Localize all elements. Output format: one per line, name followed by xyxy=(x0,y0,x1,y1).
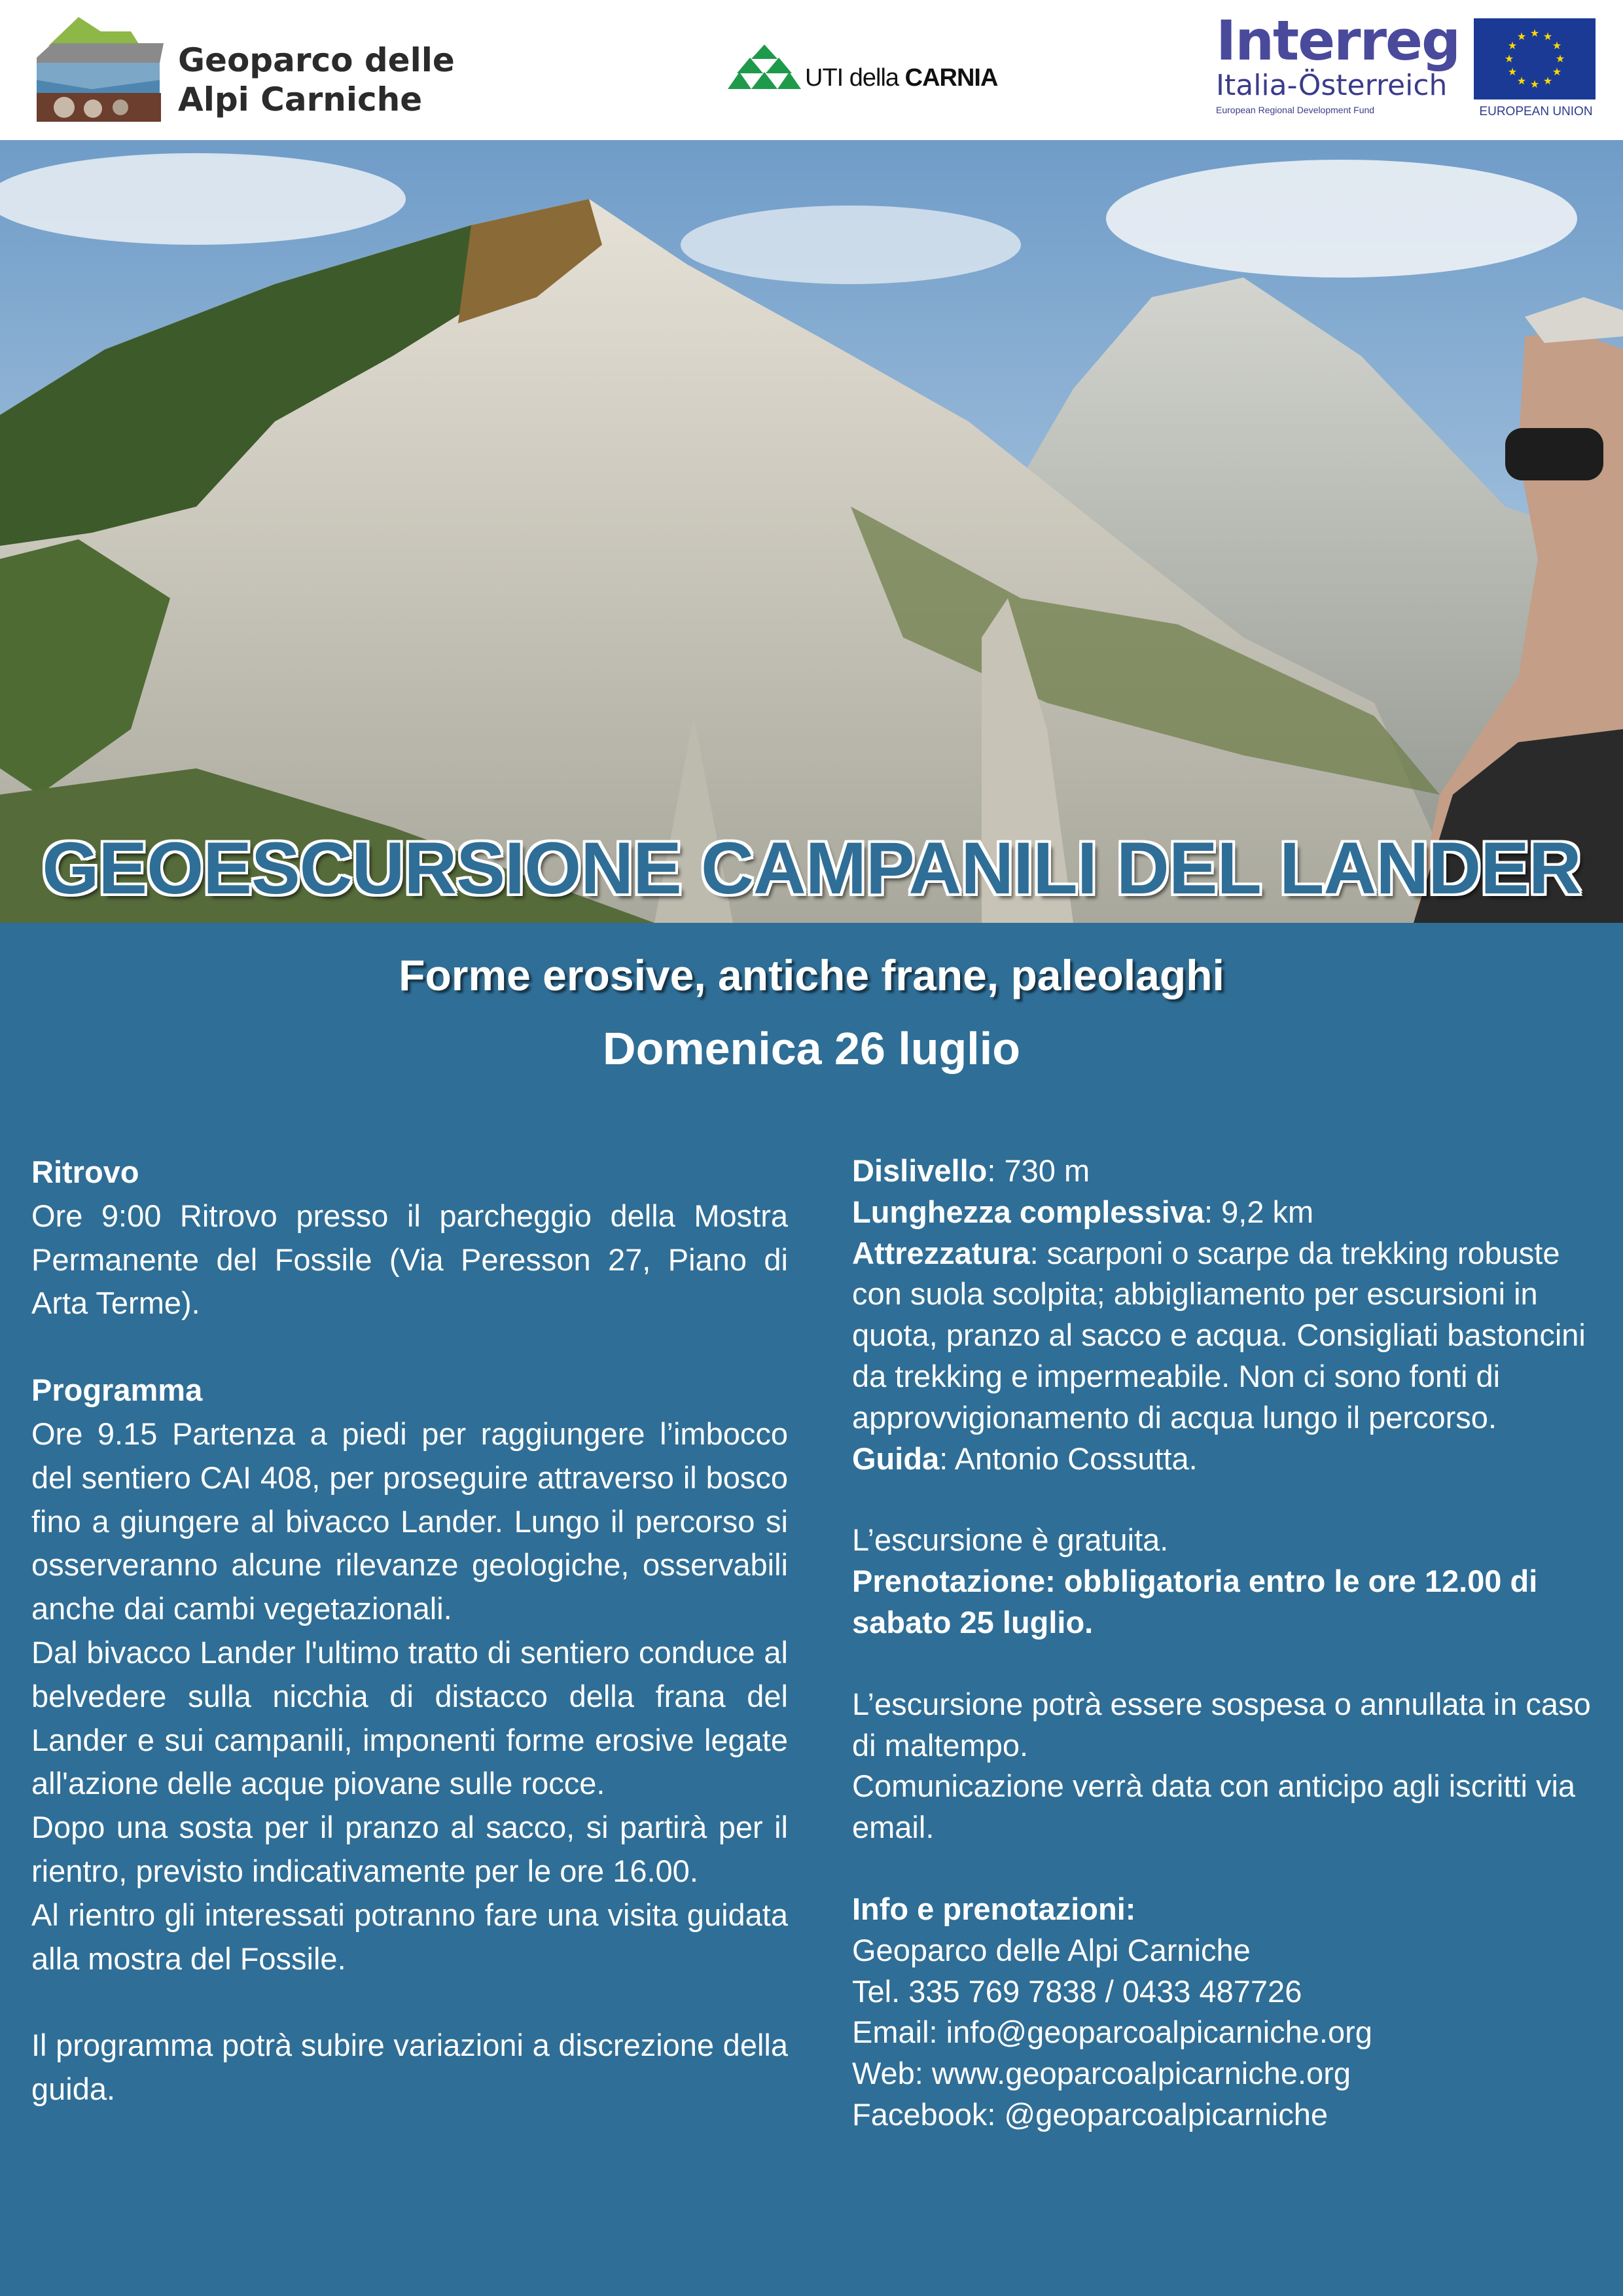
mountain-photo xyxy=(0,140,1623,923)
comunicazione-note: Comunicazione verrà data con anticipo agli iscritti via email. xyxy=(852,1768,1576,1845)
info-heading: Info e prenotazioni: xyxy=(852,1891,1136,1926)
programma-heading: Programma xyxy=(31,1372,203,1408)
info-organization: Geoparco delle Alpi Carniche xyxy=(852,1932,1251,1967)
uti-prefix: UTI della xyxy=(805,64,905,92)
programma-paragraph-4: Al rientro gli interessati potranno fare una visita guidata alla mostra del Fossile. xyxy=(31,1897,788,1976)
eu-flag-icon xyxy=(1474,18,1596,99)
programma-paragraph-1: Ore 9.15 Partenza a piedi per raggiungere l’imbocco del sentiero CAI 408, per proseguire attraverso il bosco fino a giungere al bivacco Lander. Lungo il percorso si osserveranno alcune rilevanze geologiche, osservabili anche dai cambi vegetazionali. xyxy=(31,1416,788,1626)
event-subtitle: Forme erosive, antiche frane, paleolaghi xyxy=(399,951,1224,999)
programma-paragraph-3: Dopo una sosta per il pranzo al sacco, si partirà per il rientro, previsto indicativamente per le ore 16.00. xyxy=(31,1810,788,1888)
svg-text:★: ★ xyxy=(1504,52,1514,65)
right-column xyxy=(852,1151,1605,2136)
event-title: GEOESCURSIONE CAMPANILI DEL LANDER xyxy=(42,827,1581,909)
event-date: Domenica 26 luglio xyxy=(603,1023,1020,1074)
svg-text:★: ★ xyxy=(1543,75,1553,87)
svg-text:★: ★ xyxy=(1529,27,1540,39)
svg-text:★: ★ xyxy=(1507,65,1518,78)
svg-text:★: ★ xyxy=(1529,78,1540,90)
geoparco-logo-icon xyxy=(33,12,164,124)
attrezzatura: Attrezzatura: scarponi o scarpe da trekking robuste con suola scolpita; abbigliamento per escursioni in quota, pranzo al sacco e acqua. Consigliati bastoncini da trekking e impermeabile. Non ci sono fonti di approvvigionamento di acqua lungo il percorso. xyxy=(852,1235,1586,1435)
svg-text:★: ★ xyxy=(1552,65,1562,78)
eu-label: EUROPEAN UNION xyxy=(1479,105,1593,118)
svg-text:★: ★ xyxy=(1552,39,1562,52)
svg-text:★: ★ xyxy=(1516,75,1527,87)
programma-paragraph-2: Dal bivacco Lander l'ultimo tratto di sentiero conduce al belvedere sulla nicchia di distacco della frana del Lander e sui campanili, imponenti forme erosive legate all'azione delle acque piovane sulle rocce. xyxy=(31,1634,788,1801)
left-column xyxy=(31,1151,788,2111)
svg-text:★: ★ xyxy=(1516,30,1527,43)
interreg-logo xyxy=(1216,9,1478,115)
svg-text:★: ★ xyxy=(1555,52,1565,65)
ritrovo-heading: Ritrovo xyxy=(31,1155,139,1189)
ritrovo-text: Ore 9:00 Ritrovo presso il parcheggio della Mostra Permanente del Fossile (Via Peresson 27, Piano di Arta Terme). xyxy=(31,1198,788,1321)
info-facebook-link[interactable]: Facebook: @geoparcoalpicarniche xyxy=(852,2096,1329,2132)
interreg-subtitle: Italia-Österreich xyxy=(1216,69,1448,102)
variazioni-note: Il programma potrà subire variazioni a discrezione della guida. xyxy=(31,2028,788,2107)
geoparco-name-line1: Geoparco delle xyxy=(178,41,455,79)
maltempo-note: L’escursione potrà essere sospesa o annullata in caso di maltempo. xyxy=(852,1686,1591,1763)
interreg-fund: European Regional Development Fund xyxy=(1216,105,1375,115)
uti-label xyxy=(805,64,997,92)
uti-tree-icon xyxy=(728,42,801,97)
interreg-title: Interreg xyxy=(1216,9,1460,73)
geoparco-name-line2: Alpi Carniche xyxy=(178,81,423,118)
guida: Guida: Antonio Cossutta. xyxy=(852,1441,1198,1476)
header-bar xyxy=(0,0,1623,140)
info-telephone: Tel. 335 769 7838 / 0433 487726 xyxy=(852,1973,1302,2009)
geoparco-name xyxy=(178,41,455,119)
svg-text:★: ★ xyxy=(1507,39,1518,52)
gratuita-note: L’escursione è gratuita. xyxy=(852,1522,1169,1558)
prenotazione-note: Prenotazione: obbligatoria entro le ore 12.00 di sabato 25 luglio. xyxy=(852,1564,1538,1640)
info-email-link[interactable]: Email: info@geoparcoalpicarniche.org xyxy=(852,2015,1372,2050)
svg-text:★: ★ xyxy=(1543,30,1553,43)
uti-bold: CARNIA xyxy=(904,64,998,92)
info-web-link[interactable]: Web: www.geoparcoalpicarniche.org xyxy=(852,2056,1351,2091)
dislivello: Dislivello: 730 m xyxy=(852,1153,1090,1188)
lunghezza: Lunghezza complessiva: 9,2 km xyxy=(852,1194,1314,1229)
